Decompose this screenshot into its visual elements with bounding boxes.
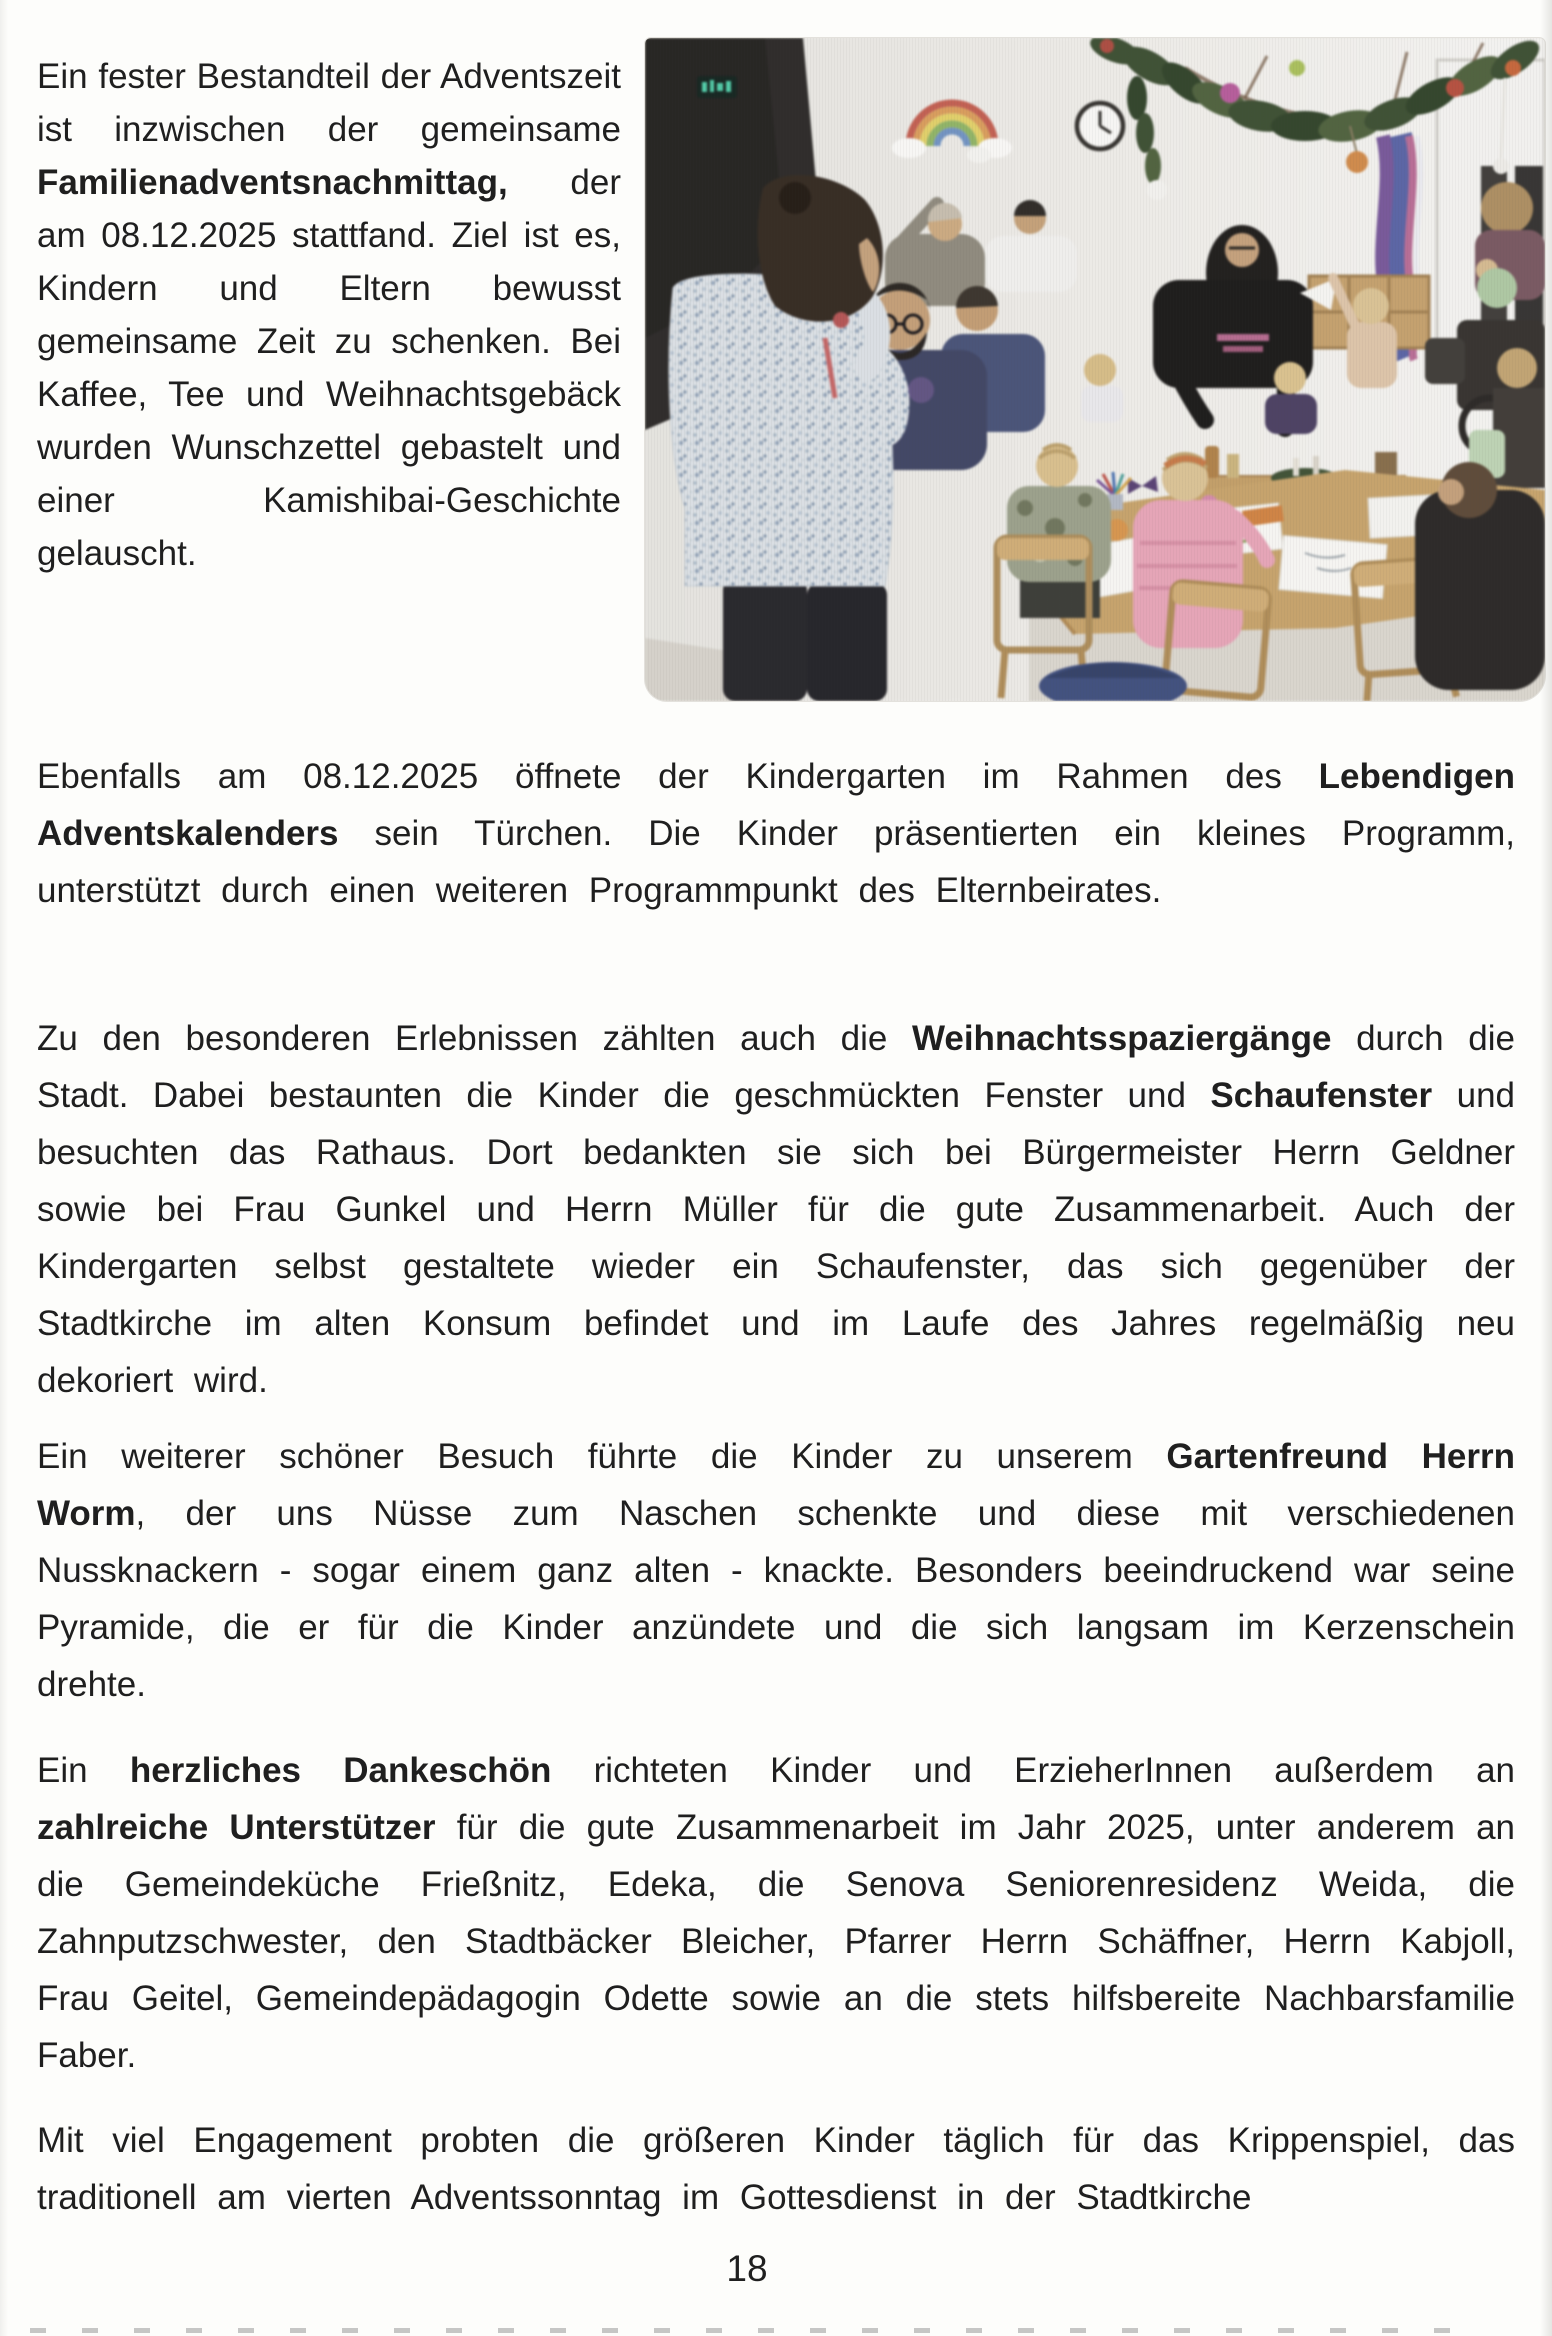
scan-edge-left (0, 0, 8, 2336)
paragraph-garden-friend: Ein weiterer schöner Besuch führte die Kinder zu unserem Gartenfreund Herrn Worm, der uns Nüsse zum Naschen schenkte und diese mit verschiedenen Nussknackern - sogar einem ganz alten - knackte. Besonders beeindruckend war seine Pyramide, die er für die Kinder anzündete und die sich langsam im Kerzenschein drehte. (37, 1437, 1516, 1704)
scan-edge-right (1540, 0, 1552, 2336)
cutoff-text-marks (30, 2328, 1450, 2333)
event-photo (645, 38, 1545, 701)
pink-ornament (1220, 83, 1240, 103)
paragraph-christmas-walks: Zu den besonderen Erlebnissen zählten auch die Weihnachtsspaziergänge durch die Stadt. Dabei bestaunten die Kinder die geschmückten Fenster und Schaufenster und besuchten das Rathaus. Dort bedankten sie sich bei Bürgermeister Herrn Geldner sowie bei Frau Gunkel und Herrn Müller für die gute Zusammenarbeit. Auch der Kindergarten selbst gestaltete wieder ein Schaufenster, das sich gegenüber der Stadtkirche im alten Konsum befindet und im Laufe des Jahres regelmäßig neu dekoriert wird. (37, 1019, 1515, 1400)
paragraph-thanks: Ein herzliches Dankeschön richteten Kinder und ErzieherInnen außerdem an zahlreiche Unterstützer für die gute Zusammenarbeit im Jahr 2025, unter anderem an die Gemeindeküche Frießnitz, Edeka, die Senova Seniorenresidenz Weida, die Zahnputzschwester, den Stadtbäcker Bleicher, Pfarrer Herrn Schäffner, Herrn Kabjoll, Frau Geitel, Gemeindepädagogin Odette sowie an die stets hilfsbereite Nachbarsfamilie Faber. (37, 1751, 1515, 2075)
wall-clock (1077, 103, 1123, 149)
page-number: 18 (726, 2248, 768, 2289)
intro-text-column: Ein fester Bestandteil der Adventszeit ist inzwischen der gemeinsame Familienadventsnachmittag, der am 08.12.2025 stattfand. Ziel ist es, Kindern und Eltern bewusst gemeinsame Zeit zu schenken. Bei Kaffee, Tee und Weihnachtsgebäck wurden Wunschzettel gebastelt und einer Kamishibai-Geschichte gelauscht. (37, 57, 621, 573)
paragraph-advent-calendar: Ebenfalls am 08.12.2025 öffnete der Kindergarten im Rahmen des Lebendigen Adventskalenders sein Türchen. Die Kinder präsentierten ein kleines Programm, unterstützt durch einen weiteren Programmpunkt des Elternbeirates. (37, 757, 1515, 910)
kneeling-mother (1415, 462, 1545, 690)
photo-illustration (645, 38, 1545, 701)
paragraph-nativity-play: Mit viel Engagement probten die größeren Kinder täglich für das Krippenspiel, das traditionell am vierten Adventssonntag im Gottesdienst in der Stadtkirche (37, 2121, 1515, 2217)
orange-ornament (1346, 151, 1368, 173)
